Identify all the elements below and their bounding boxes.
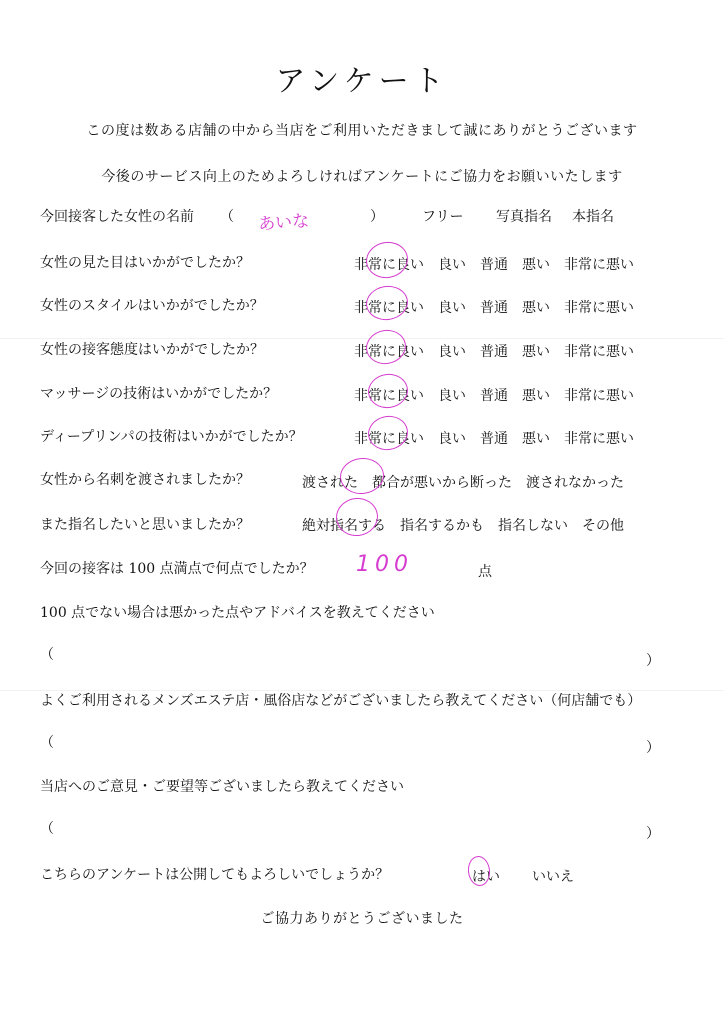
name-label: 今回接客した女性の名前 (40, 209, 194, 225)
renominate-other[interactable]: その他 (582, 518, 624, 534)
ink-circle-mark (363, 239, 411, 282)
rating-very-bad[interactable]: 非常に悪い (564, 344, 634, 360)
renominate-maybe[interactable]: 指名するかも (400, 518, 484, 534)
rating-good[interactable]: 良い (438, 344, 466, 360)
opinion-close-paren: ） (646, 826, 660, 842)
card-declined[interactable]: 都合が悪いから断った (372, 475, 512, 491)
rating-average[interactable]: 普通 (480, 257, 508, 273)
rating-very-good[interactable]: 非常に良い (354, 388, 424, 404)
rating-bad[interactable]: 悪い (522, 344, 550, 360)
other-shops-question: よくご利用されるメンズエステ店・風俗店などがございましたら教えてください（何店舗でも） (40, 693, 642, 709)
other-shops-close-paren: ） (646, 740, 660, 756)
rating-bad[interactable]: 悪い (522, 257, 550, 273)
rating-very-bad[interactable]: 非常に悪い (564, 388, 634, 404)
opinion-open-paren: （ (40, 821, 54, 837)
intro-line-2: 今後のサービス向上のためよろしければアンケートにご協力をお願いいたします (101, 169, 623, 185)
nomination-photo[interactable]: 写真指名 (496, 209, 552, 225)
rating-very-bad[interactable]: 非常に悪い (564, 300, 634, 316)
rating-bad[interactable]: 悪い (522, 300, 550, 316)
renominate-question: また指名したいと思いましたか？ (40, 517, 250, 533)
name-open-paren: （ (220, 209, 234, 225)
advice-close-paren: ） (646, 653, 660, 669)
rating-very-good[interactable]: 非常に良い (354, 257, 424, 273)
nomination-regular[interactable]: 本指名 (572, 209, 614, 225)
rating-question-attitude: 女性の接客態度はいかがでしたか？ (40, 342, 264, 358)
rating-question-looks: 女性の見た目はいかがでしたか？ (40, 255, 250, 271)
rating-average[interactable]: 普通 (480, 344, 508, 360)
opinion-question: 当店へのご意見・ご要望等ございましたら教えてください (40, 779, 404, 795)
rating-very-good[interactable]: 非常に良い (354, 344, 424, 360)
survey-title: アンケート (275, 64, 449, 99)
rating-very-good[interactable]: 非常に良い (354, 300, 424, 316)
rating-very-good[interactable]: 非常に良い (354, 431, 424, 447)
rating-bad[interactable]: 悪い (522, 431, 550, 447)
score-unit: 点 (478, 564, 492, 580)
card-not-received[interactable]: 渡されなかった (526, 475, 624, 491)
ink-circle-mark (363, 327, 408, 367)
renominate-definitely[interactable]: 絶対指名する (302, 518, 386, 534)
rating-bad[interactable]: 悪い (522, 388, 550, 404)
card-received[interactable]: 渡された (302, 475, 358, 491)
rating-average[interactable]: 普通 (480, 431, 508, 447)
advice-question: 100 点でない場合は悪かった点やアドバイスを教えてください (40, 605, 435, 621)
rating-average[interactable]: 普通 (480, 388, 508, 404)
rating-good[interactable]: 良い (438, 431, 466, 447)
card-question: 女性から名刺を渡されましたか？ (40, 472, 250, 488)
rating-good[interactable]: 良い (438, 300, 466, 316)
publish-no[interactable]: いいえ (532, 869, 574, 885)
advice-open-paren: （ (40, 647, 54, 663)
closing-message: ご協力ありがとうございました (260, 911, 464, 927)
other-shops-open-paren: （ (40, 735, 54, 751)
rating-question-massage: マッサージの技術はいかがでしたか？ (40, 386, 278, 402)
rating-very-bad[interactable]: 非常に悪い (564, 257, 634, 273)
renominate-no[interactable]: 指名しない (498, 518, 568, 534)
name-close-paren: ） (370, 209, 384, 225)
rating-very-bad[interactable]: 非常に悪い (564, 431, 634, 447)
rating-good[interactable]: 良い (438, 257, 466, 273)
nomination-free[interactable]: フリー (422, 209, 464, 225)
rating-question-lymph: ディープリンパの技術はいかがでしたか？ (40, 429, 303, 445)
intro-line-1: この度は数ある店舗の中から当店をご利用いただきまして誠にありがとうございます (86, 123, 638, 139)
handwritten-name: あいな (257, 211, 310, 235)
rating-average[interactable]: 普通 (480, 300, 508, 316)
publish-yes[interactable]: はい (472, 869, 500, 885)
rating-question-style: 女性のスタイルはいかがでしたか？ (40, 298, 264, 314)
publish-question: こちらのアンケートは公開してもよろしいでしょうか？ (40, 867, 390, 883)
score-question: 今回の接客は 100 点満点で何点でしたか？ (40, 561, 314, 577)
handwritten-score: 100 (356, 552, 413, 577)
rating-good[interactable]: 良い (438, 388, 466, 404)
